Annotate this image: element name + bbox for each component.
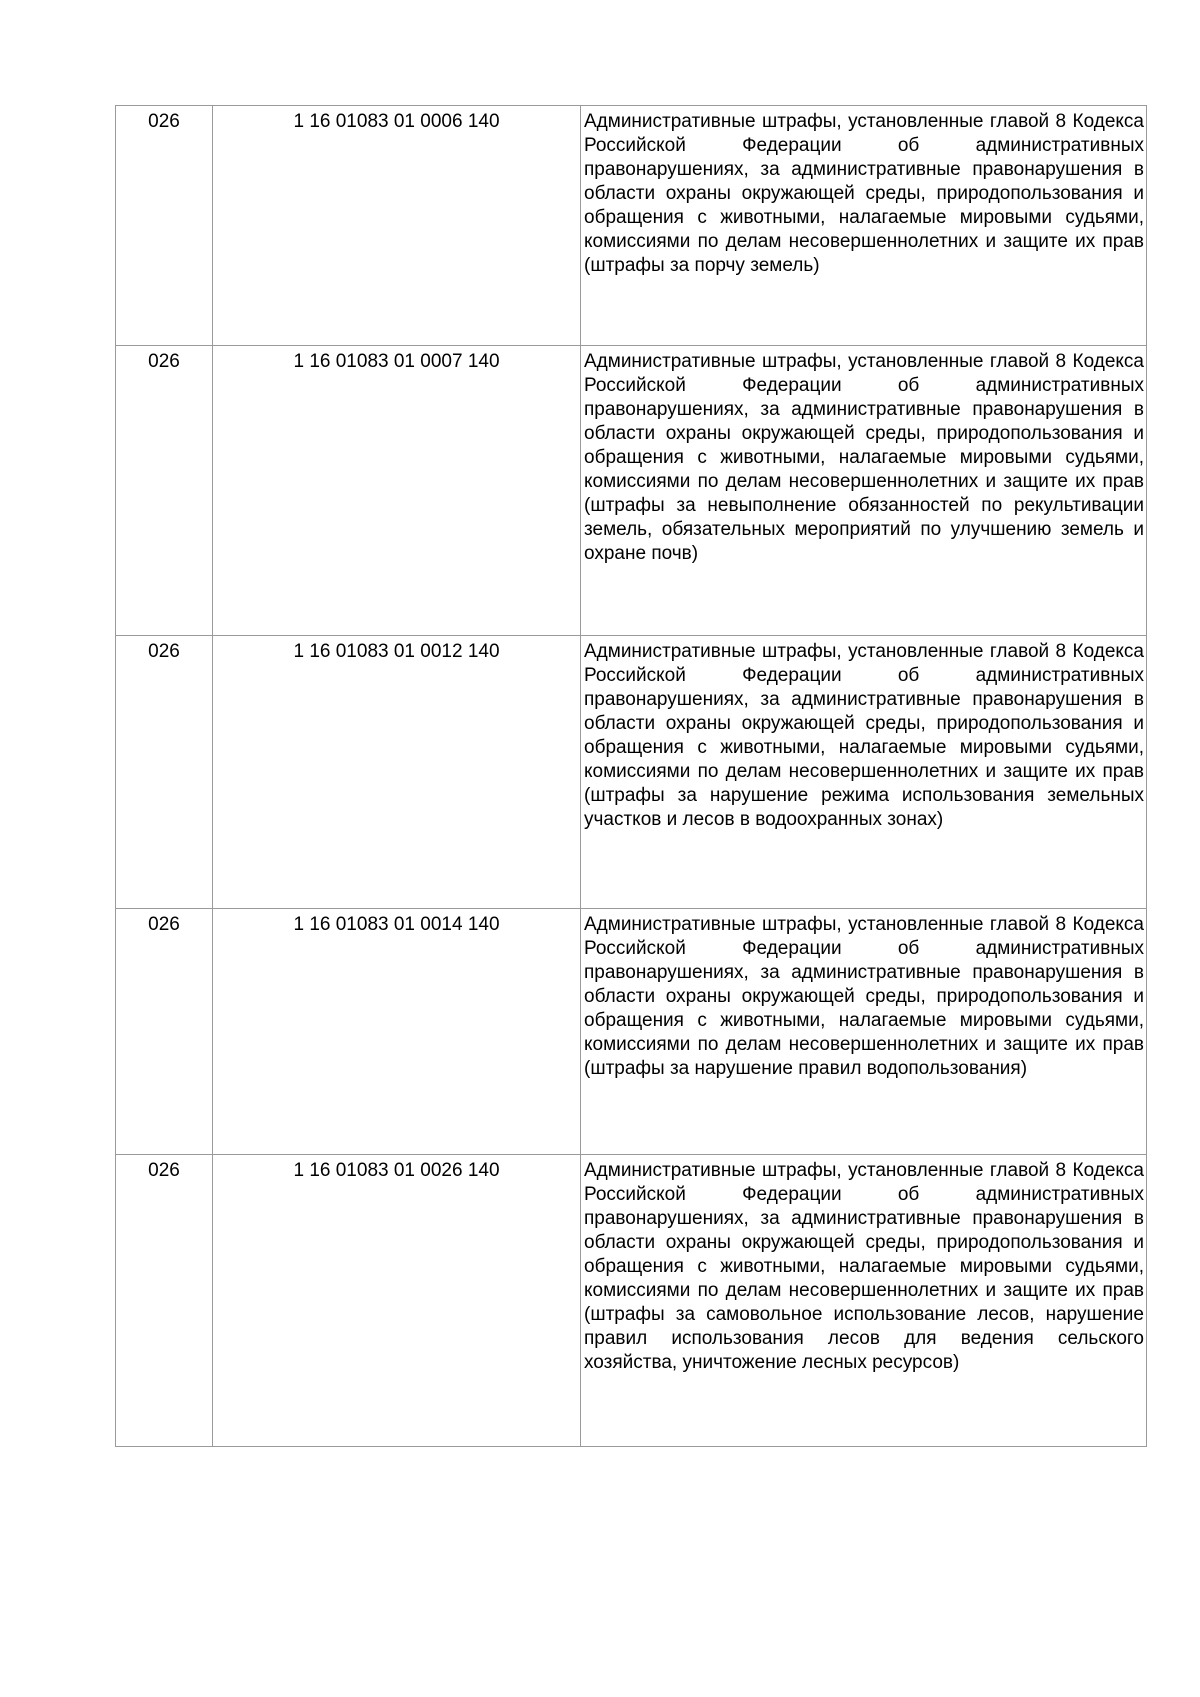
table-row — [116, 909, 1147, 1155]
kbk-code-cell: 1 16 01083 01 0006 140 — [213, 106, 581, 346]
description-cell: Административные штрафы, установленные главой 8 Кодекса Российской Федерации об административных правонарушениях, за административные правонарушения в области охраны окружающей среды, природопользования и обращения с животными, налагаемые мировыми судьями, комиссиями по делам несовершеннолетних и защите их прав (штрафы за нарушение режима использования земельных участков и лесов в водоохранных зонах) — [581, 636, 1147, 909]
admin-code-cell: 026 — [116, 106, 213, 346]
budget-codes-table — [115, 105, 1147, 1447]
kbk-code-cell: 1 16 01083 01 0007 140 — [213, 346, 581, 636]
admin-code-cell: 026 — [116, 636, 213, 909]
description-cell: Административные штрафы, установленные главой 8 Кодекса Российской Федерации об административных правонарушениях, за административные правонарушения в области охраны окружающей среды, природопользования и обращения с животными, налагаемые мировыми судьями, комиссиями по делам несовершеннолетних и защите их прав (штрафы за порчу земель) — [581, 106, 1147, 346]
kbk-code-cell: 1 16 01083 01 0026 140 — [213, 1155, 581, 1447]
description-cell: Административные штрафы, установленные главой 8 Кодекса Российской Федерации об административных правонарушениях, за административные правонарушения в области охраны окружающей среды, природопользования и обращения с животными, налагаемые мировыми судьями, комиссиями по делам несовершеннолетних и защите их прав (штрафы за невыполнение обязанностей по рекультивации земель, обязательных мероприятий по улучшению земель и охране почв) — [581, 346, 1147, 636]
kbk-code-cell: 1 16 01083 01 0012 140 — [213, 636, 581, 909]
table-row — [116, 636, 1147, 909]
kbk-code-cell: 1 16 01083 01 0014 140 — [213, 909, 581, 1155]
description-cell: Административные штрафы, установленные главой 8 Кодекса Российской Федерации об административных правонарушениях, за административные правонарушения в области охраны окружающей среды, природопользования и обращения с животными, налагаемые мировыми судьями, комиссиями по делам несовершеннолетних и защите их прав (штрафы за нарушение правил водопользования) — [581, 909, 1147, 1155]
admin-code-cell: 026 — [116, 1155, 213, 1447]
table-row — [116, 106, 1147, 346]
table-row — [116, 1155, 1147, 1447]
admin-code-cell: 026 — [116, 346, 213, 636]
description-cell: Административные штрафы, установленные главой 8 Кодекса Российской Федерации об административных правонарушениях, за административные правонарушения в области охраны окружающей среды, природопользования и обращения с животными, налагаемые мировыми судьями, комиссиями по делам несовершеннолетних и защите их прав (штрафы за самовольное использование лесов, нарушение правил использования лесов для ведения сельского хозяйства, уничтожение лесных ресурсов) — [581, 1155, 1147, 1447]
table-row — [116, 346, 1147, 636]
admin-code-cell: 026 — [116, 909, 213, 1155]
